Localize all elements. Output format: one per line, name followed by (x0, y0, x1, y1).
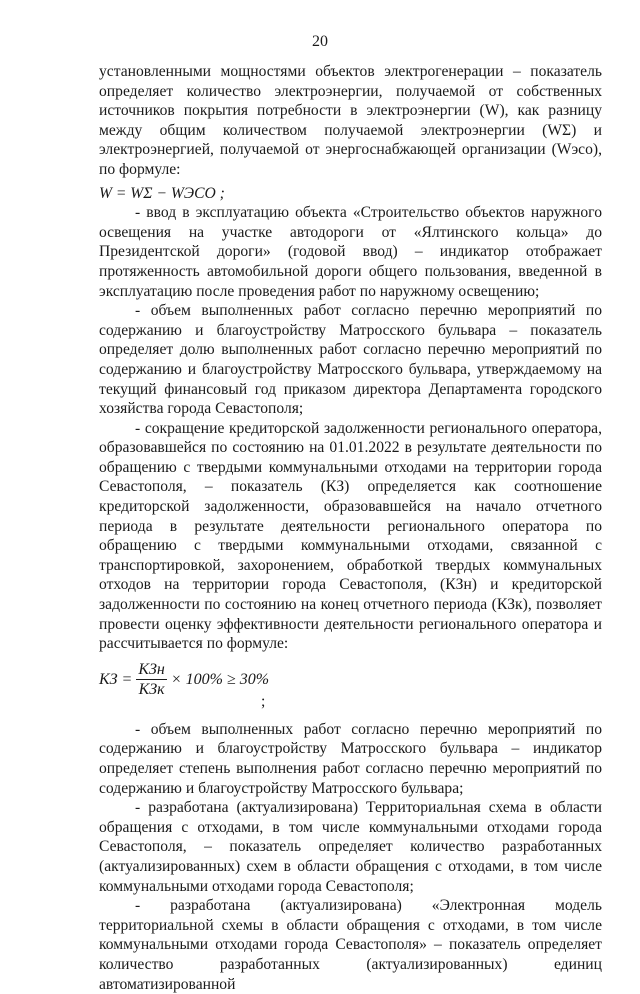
paragraph-territorial-scheme: - разработана (актуализирована) Территориальная схема в области обращения с отходами, в том числе коммунальными отходами города Севастополя, – показатель определяет количество разработанных (актуализированных) схем в области обращения с отходами, в том числе коммунальными отходами города Севастополя; (99, 799, 602, 895)
formula-debt-numerator: КЗн (136, 660, 166, 681)
formula-debt-denominator: КЗк (138, 681, 165, 699)
formula-debt-rhs: × 100% ≥ 30% (170, 670, 270, 688)
paragraph-street-lighting: - ввод в эксплуатацию объекта «Строительство объектов наружного освещения на участке автодороги от «Ялтинского кольца» до Президентской дороги» (годовой ввод) – индикатор отображает протяженность автомобильной дороги общего пользования, введенной в эксплуатацию после проведения работ по наружному освещению; (99, 204, 602, 300)
formula-debt-lhs: КЗ = (99, 670, 133, 688)
page-number: 20 (312, 33, 328, 50)
paragraph-electronic-model: - разработана (актуализирована) «Электронная модель территориальной схемы в области обращения с отходами, в том числе коммунальными отходами города Севастополя» – показатель определяет количество разработанных (актуализированных) единиц автоматизированной (99, 897, 602, 993)
document-body (99, 62, 602, 994)
formula-debt-end: ; (261, 692, 266, 710)
paragraph-boulevard-share: - объем выполненных работ согласно перечню мероприятий по содержанию и благоустройству Матросского бульвара – показатель определяет долю выполненных работ согласно перечню мероприятий по содержанию и благоустройству Матросского бульвара, утверждаемому на текущий финансовый год приказом директора Департамента городского хозяйства города Севастополя; (99, 302, 602, 418)
paragraph-debt-reduction: - сокращение кредиторской задолженности регионального оператора, образовавшейся по состоянию на 01.01.2022 в результате деятельности по обращению с твердыми коммунальными отходами на территории города Севастополя, – показатель (КЗ) определяется как соотношение кредиторской задолженности, образовавшейся на начало отчетного периода в результате деятельности регионального оператора по обращению с твердыми коммунальными отходами, связанной с транспортировкой, захоронением, обработкой твердых коммунальных отходов на территории города Севастополя, (КЗн) и кредиторской задолженности по состоянию на конец отчетного периода (КЗк), позволяет провести оценку эффективности деятельности регионального оператора и рассчитывается по формуле: (99, 419, 602, 653)
paragraph-power-generation: установленными мощностями объектов электрогенерации – показатель определяет количество электроэнергии, получаемой от собственных источников покрытия потребности в электроэнергии (W), как разницу между общим количеством получаемой электроэнергии (WΣ) и электроэнергией, получаемой от энергоснабжающей организации (Wэсо), по формуле: (99, 63, 602, 178)
formula-power-balance-text: W = WΣ − WЭСО ; (99, 184, 225, 202)
paragraph-boulevard-degree: - объем выполненных работ согласно перечню мероприятий по содержанию и благоустройству Матросского бульвара – индикатор определяет степень выполнения работ согласно перечню мероприятий по содержанию и благоустройству Матросского бульвара; (99, 720, 602, 797)
formula-debt-ratio (99, 660, 602, 712)
formula-power-balance (99, 184, 602, 204)
formula-debt-fraction (136, 660, 166, 700)
